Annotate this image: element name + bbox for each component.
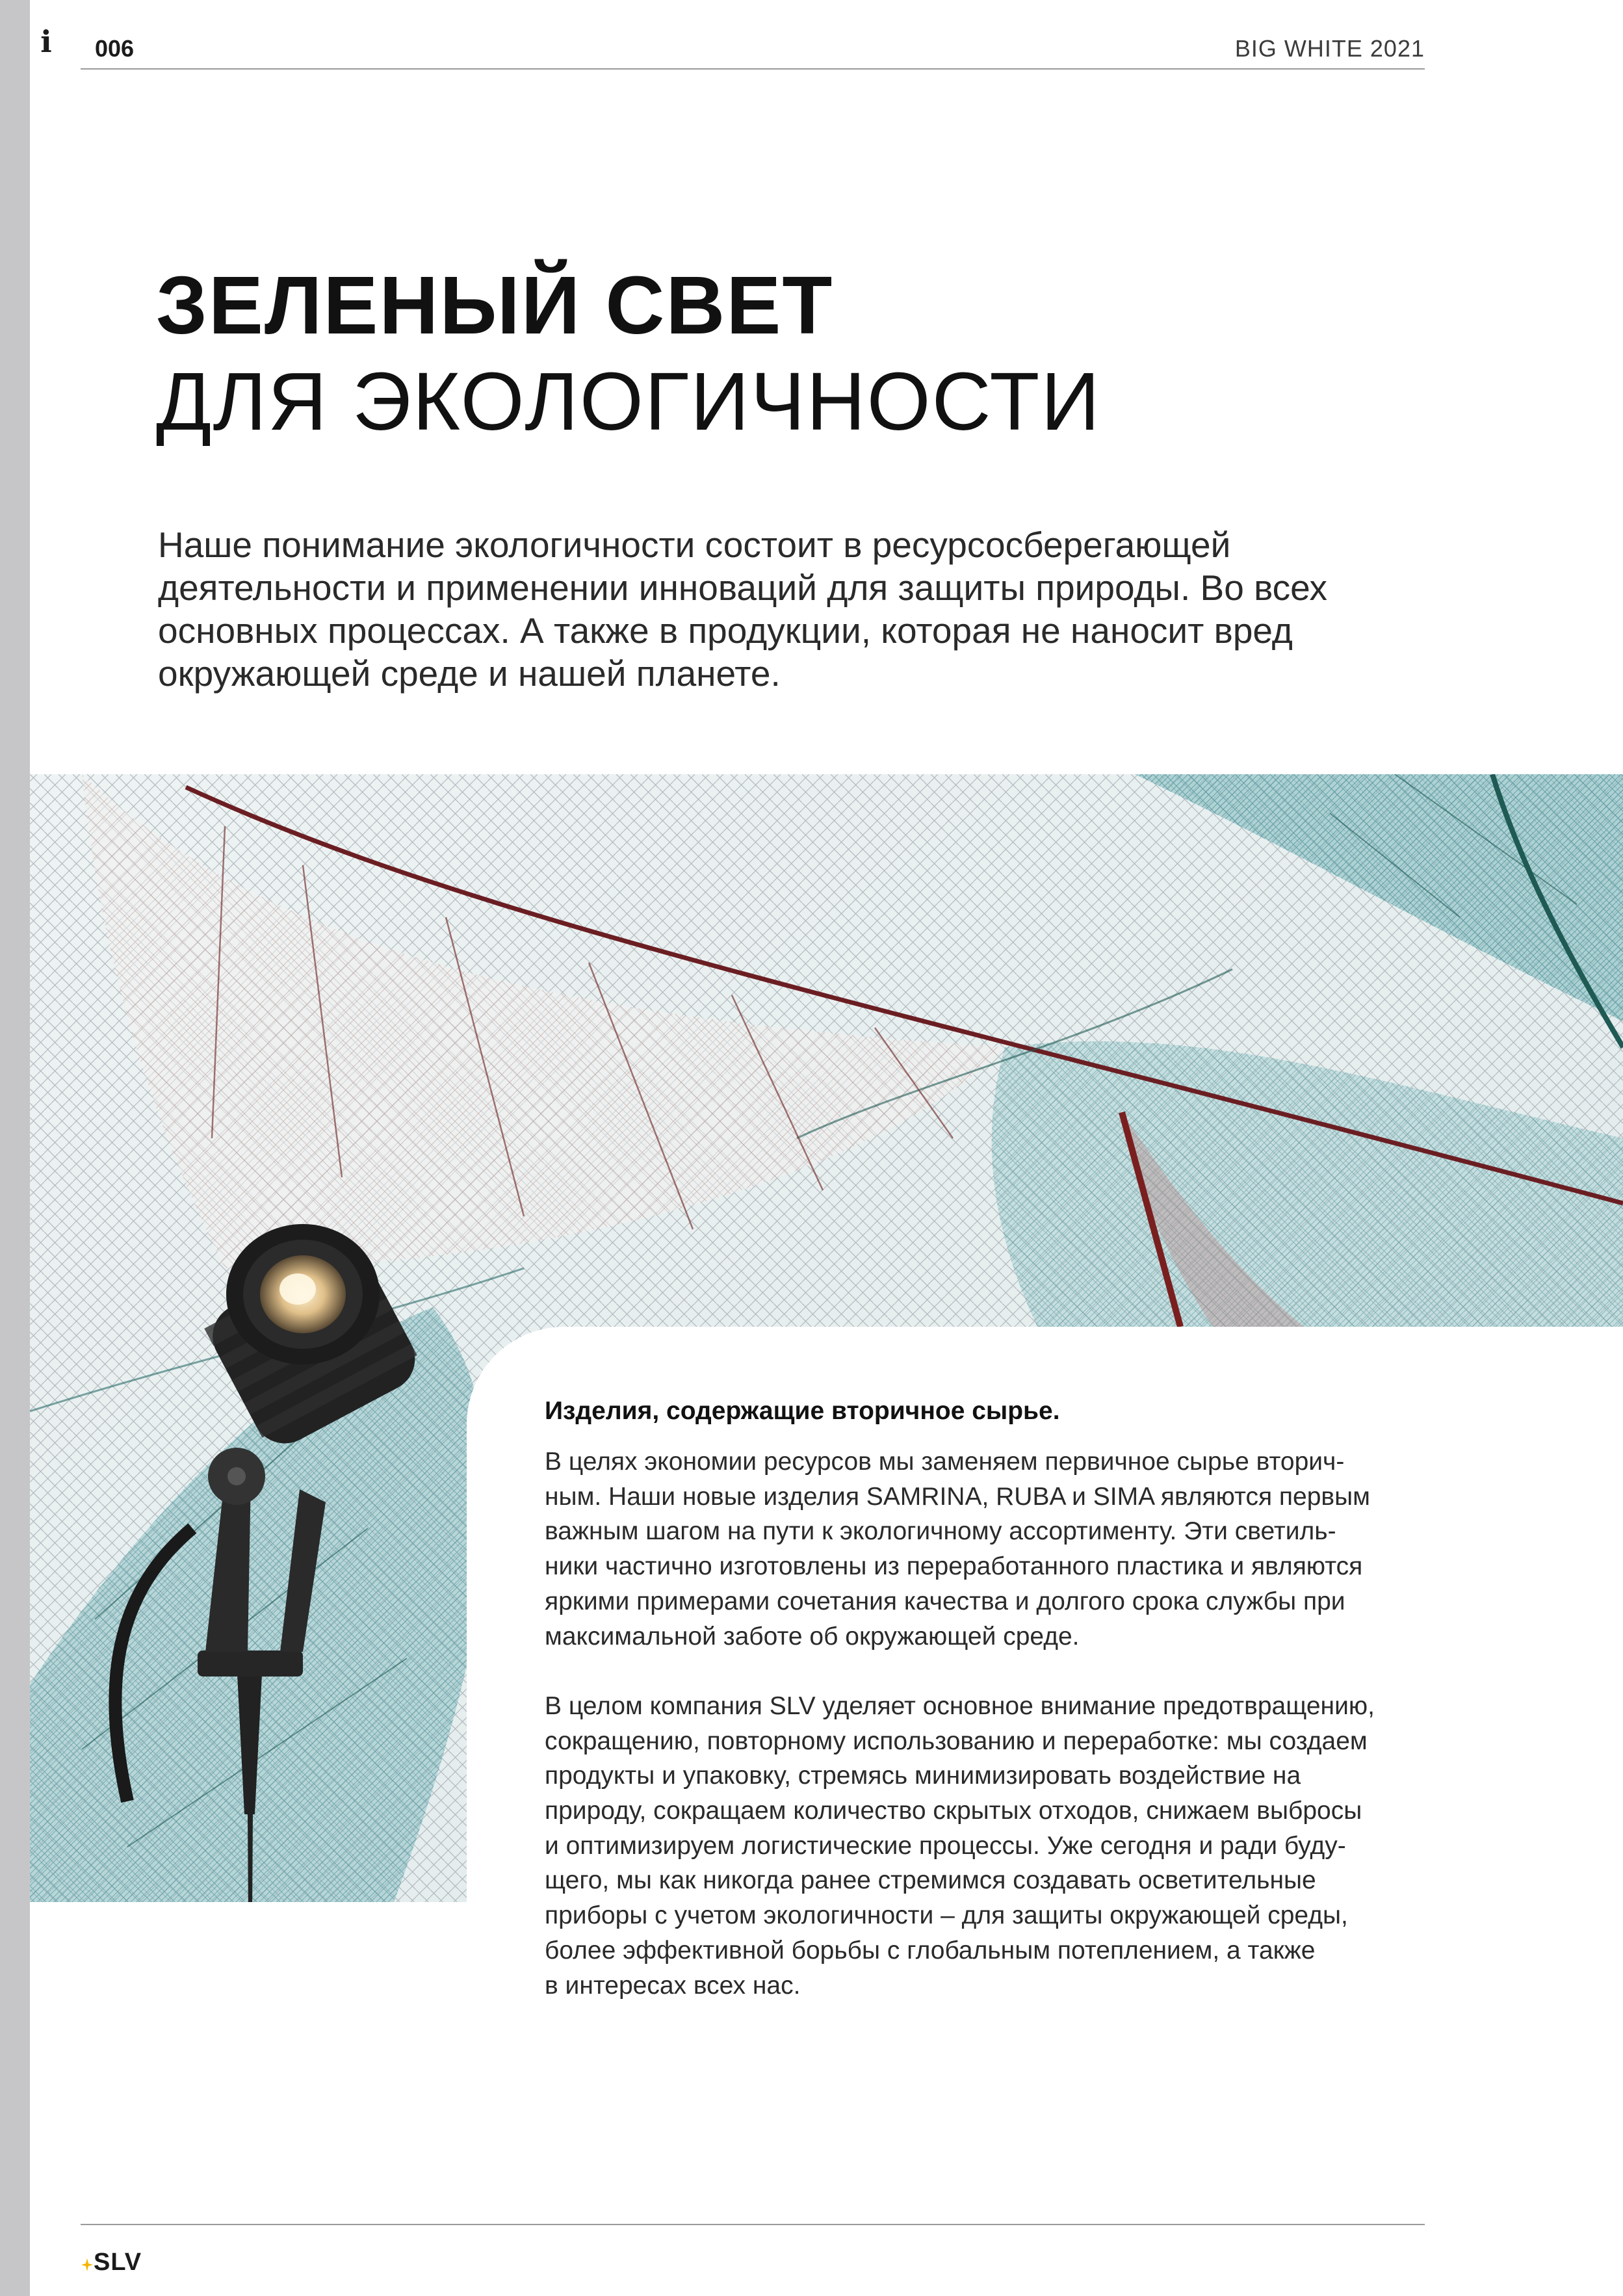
- logo-text: SLV: [94, 2249, 142, 2276]
- paragraph-line: щего, мы как никогда ранее стремимся создавать осветительные: [545, 1866, 1316, 1895]
- intro-line: Наше понимание экологичности состоит в ресурсосберегающей: [158, 525, 1231, 565]
- headline-light: ДЛЯ ЭКОЛОГИЧНОСТИ: [156, 356, 1101, 447]
- paragraph-line: сокращению, повторному использованию и переработке: мы создаем: [545, 1727, 1368, 1755]
- intro-line: окружающей среде и нашей планете.: [158, 653, 781, 694]
- header-divider: [81, 68, 1425, 70]
- paragraph-line: В целях экономии ресурсов мы заменяем первичное сырье вторич-: [545, 1448, 1345, 1476]
- page-number: 006: [95, 35, 135, 62]
- paragraph-line: важным шагом на пути к экологичному ассортименту. Эти светиль-: [545, 1517, 1336, 1546]
- info-icon: i: [40, 24, 52, 59]
- paragraph-line: природу, сокращаем количество скрытых отходов, снижаем выбросы: [545, 1797, 1362, 1825]
- slv-logo: [81, 2244, 142, 2276]
- paragraph-line: яркими примерами сочетания качества и долгого срока службы при: [545, 1587, 1345, 1615]
- paragraph-line: и оптимизируем логистические процессы. Уже сегодня и ради буду-: [545, 1831, 1346, 1860]
- side-tab-strip: [0, 0, 30, 2296]
- paragraph-line: ники частично изготовлены из переработанного пластика и являются: [545, 1552, 1363, 1581]
- intro-paragraph: [158, 523, 1445, 695]
- paragraph-line: максимальной заботе об окружающей среде.: [545, 1622, 1080, 1650]
- logo-spark-icon: [81, 2257, 94, 2276]
- intro-line: деятельности и применении инноваций для защиты природы. Во всех: [158, 567, 1328, 608]
- paragraph-line: ным. Наши новые изделия SAMRINA, RUBA и SIMA являются первым: [545, 1482, 1370, 1511]
- paragraph-line: в интересах всех нас.: [545, 1971, 801, 2000]
- article-paragraph-2: [545, 1689, 1455, 2003]
- paragraph-line: приборы с учетом экологичности – для защиты окружающей среды,: [545, 1901, 1348, 1930]
- article-paragraph-1: [545, 1444, 1455, 1654]
- paragraph-line: В целом компания SLV уделяет основное внимание предотвращению,: [545, 1691, 1375, 1720]
- footer-divider: [81, 2224, 1425, 2225]
- article-heading: Изделия, содержащие вторичное сырье.: [545, 1397, 1060, 1425]
- paragraph-line: продукты и упаковку, стремясь минимизировать воздействие на: [545, 1762, 1301, 1790]
- intro-line: основных процессах. А также в продукции, которая не наносит вред: [158, 610, 1293, 651]
- publication-title: BIG WHITE 2021: [1234, 35, 1425, 62]
- article: [545, 1395, 1455, 2003]
- paragraph-line: более эффективной борьбы с глобальным потеплением, а также: [545, 1936, 1316, 1964]
- headline-bold: ЗЕЛЕНЫЙ СВЕТ: [156, 259, 834, 351]
